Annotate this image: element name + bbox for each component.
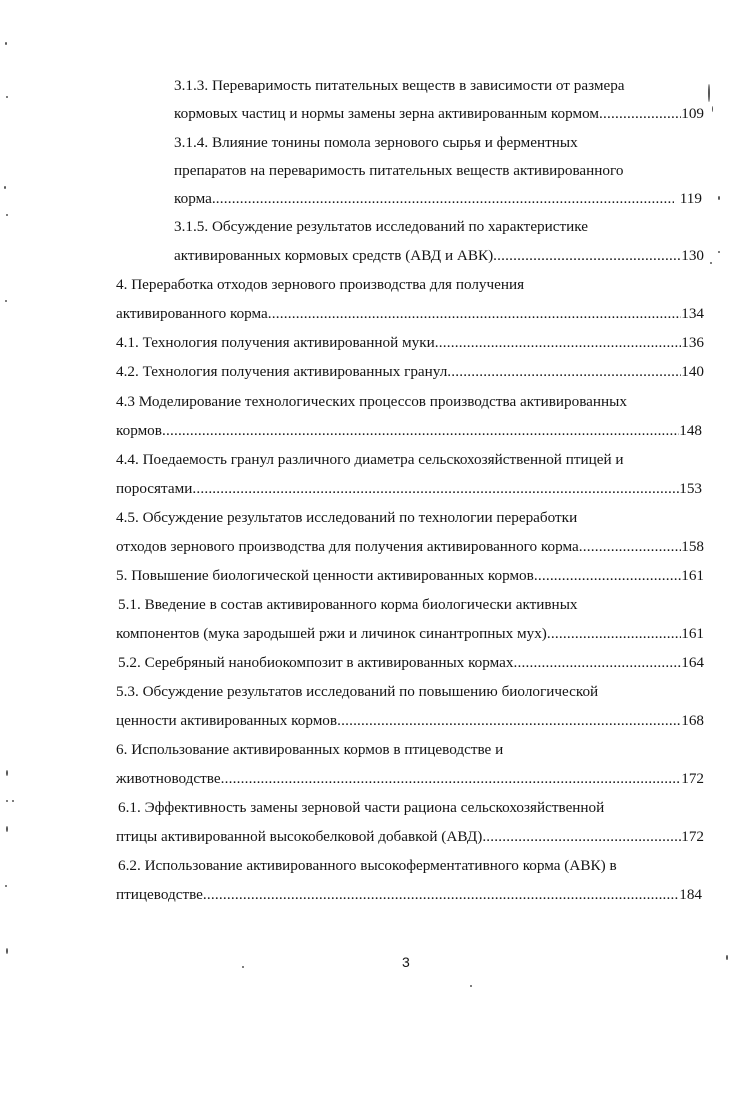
toc-entry-3-1-3-line-1: 3.1.3. Переваримость питательных веществ в зависимости от размера [174,77,625,94]
toc-entry-5-1-line-2: компонентов (мука зародышей ржи и личинок синантропных мух) ..... 161 [116,624,704,644]
toc-entry-5-2: 5.2. Серебряный нанобиокомпозит в активированных кормах ..... 164 [118,653,704,673]
toc-entry-4-line-1: 4. Переработка отходов зернового производства для получения [116,276,525,293]
toc-entry-4-1: 4.1. Технология получения активированной муки ..... 136 [116,333,704,353]
toc-entry-5-1-line-1: 5.1. Введение в состав активированного корма биологически активных [118,596,578,613]
scan-speck [5,42,7,45]
dot-leader [221,769,682,789]
toc-page-number: 148 [679,422,702,439]
dot-leader [513,653,681,673]
toc-entry-4-2: 4.2. Технология получения активированных гранул ..... 140 [116,362,704,382]
scan-speck [5,300,7,302]
toc-page-number: 172 [681,828,704,845]
toc-page-number: 158 [681,538,704,555]
dot-leader [162,421,679,441]
dot-leader [579,537,682,557]
scan-mark [712,106,713,112]
scan-speck [710,262,712,264]
scan-speck [6,96,8,98]
dot-leader [482,827,681,847]
scan-speck [6,214,8,216]
scan-speck [12,800,14,802]
dot-leader [493,246,681,266]
toc-page-number: 134 [681,305,704,322]
dot-leader [268,304,681,324]
toc-entry-5-3-line-2: ценности активированных кормов ..... 168 [116,711,704,731]
toc-page-number: 136 [681,334,704,351]
toc-page-number: 161 [681,567,704,584]
scan-speck [718,251,720,253]
scan-speck [242,966,244,968]
toc-page-number: 161 [681,625,704,642]
scan-speck [470,985,472,987]
toc-entry-3-1-4-line-1: 3.1.4. Влияние тонины помола зернового сырья и ферментных [174,134,578,151]
scan-speck [6,800,8,802]
toc-page-number: 184 [679,886,702,903]
toc-entry-6-2-line-1: 6.2. Использование активированного высокоферментативного корма (АВК) в [118,857,617,874]
toc-entry-6-line-2: животноводстве ..... 172 [116,769,704,789]
dot-leader [192,479,679,499]
scan-speck [6,948,8,954]
scan-speck [6,770,8,776]
toc-entry-5: 5. Повышение биологической ценности активированных кормов ..... 161 [116,566,704,586]
scan-speck [5,885,7,887]
dot-leader [337,711,681,731]
toc-page-number: 172 [681,770,704,787]
toc-entry-4-4-line-1: 4.4. Поедаемость гранул различного диаметра сельскохозяйственной птицей и [116,451,624,468]
toc-entry-6-1-line-2: птицы активированной высокобелковой добавкой (АВД) ..... 172 [116,827,704,847]
toc-page-number: 119 [679,190,702,207]
dot-leader [599,104,681,124]
toc-entry-3-1-3-line-2: кормовых частиц и нормы замены зерна активированным кормом ..... 109 [174,104,704,124]
scan-speck [718,196,720,200]
toc-entry-5-3-line-1: 5.3. Обсуждение результатов исследований по повышению биологической [116,683,599,700]
dot-leader [547,624,681,644]
toc-entry-3-1-5-line-1: 3.1.5. Обсуждение результатов исследований по характеристике [174,218,589,235]
toc-entry-4-4-line-2: поросятами ..... 153 [116,479,702,499]
toc-entry-4-5-line-2: отходов зернового производства для получения активированного корма ..... 158 [116,537,704,557]
toc-entry-4-5-line-1: 4.5. Обсуждение результатов исследований по технологии переработки [116,509,578,526]
scan-speck [4,186,6,189]
toc-page-number: 153 [679,480,702,497]
page-number: 3 [402,954,410,970]
toc-page-number: 109 [681,105,704,122]
toc-entry-3-1-4-line-2: препаратов на переваримость питательных веществ активированного [174,162,624,179]
scan-mark [708,84,710,102]
toc-page-number: 140 [681,363,704,380]
toc-page-number: 168 [681,712,704,729]
toc-entry-3-1-5-line-2: активированных кормовых средств (АВД и АВК) ..... 130 [174,246,704,266]
toc-entry-4-line-2: активированного корма ..... 134 [116,304,704,324]
toc-entry-4-3-line-2: кормов ..... 148 [116,421,702,441]
scan-speck [6,826,8,832]
toc-entry-4-3-line-1: 4.3 Моделирование технологических процессов производства активированных [116,393,627,410]
scan-speck [726,955,728,960]
dot-leader [435,333,681,353]
dot-leader [203,885,679,905]
dot-leader [212,189,674,209]
toc-entry-6-1-line-1: 6.1. Эффективность замены зерновой части рациона сельскохозяйственной [118,799,605,816]
toc-entry-6-line-1: 6. Использование активированных кормов в птицеводстве и [116,741,504,758]
toc-page-number: 130 [681,247,704,264]
toc-entry-6-2-line-2: птицеводстве ..... 184 [116,885,702,905]
dot-leader [447,362,681,382]
toc-entry-3-1-4-line-3: корма ..... 119 [174,189,702,209]
dot-leader [534,566,681,586]
toc-page-number: 164 [681,654,704,671]
